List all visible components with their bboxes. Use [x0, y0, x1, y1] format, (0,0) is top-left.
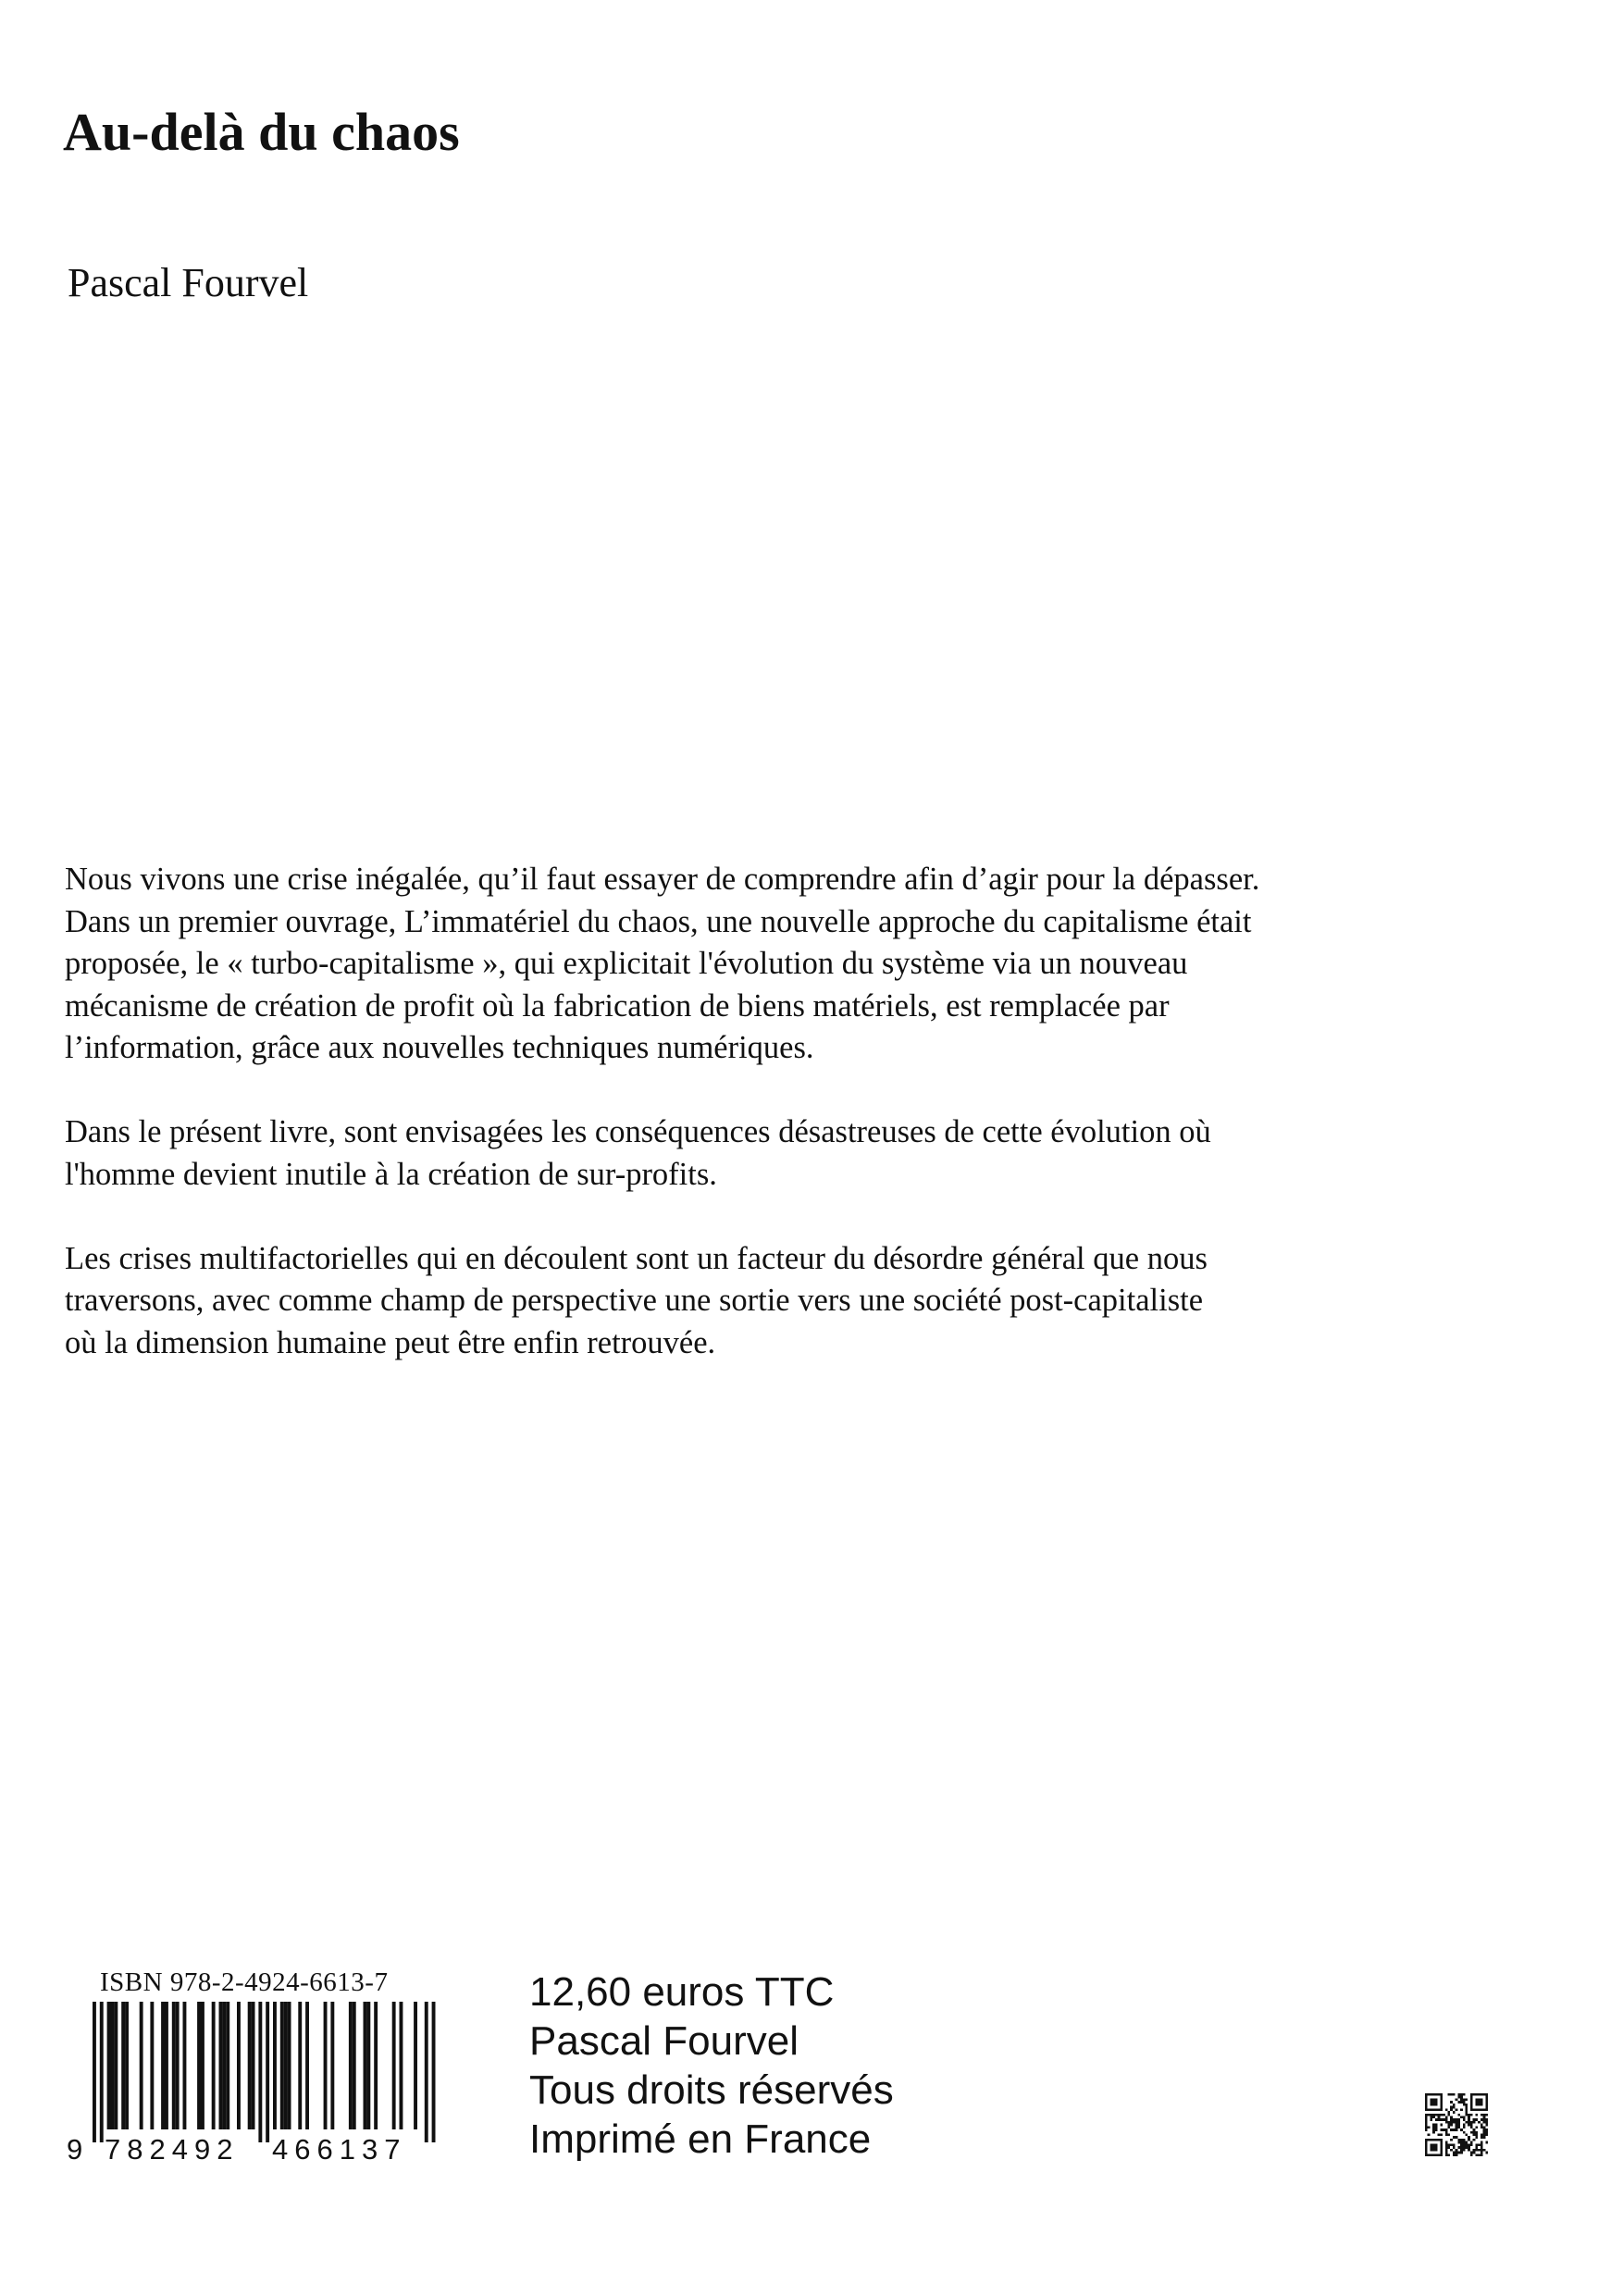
barcode-bar	[197, 2002, 201, 2129]
barcode-bar	[114, 2002, 118, 2129]
barcode-bar	[150, 2002, 154, 2129]
barcode-bar	[165, 2002, 168, 2129]
barcode-bar	[349, 2002, 353, 2129]
publisher-author: Pascal Fourvel	[529, 2018, 799, 2064]
barcode-bar	[237, 2002, 241, 2129]
barcode-bar	[400, 2002, 403, 2129]
blurb-line: traversons, avec comme champ de perspective une sortie vers une société post-capitaliste	[65, 1283, 1204, 1318]
barcode-bar	[212, 2002, 216, 2129]
barcode-bar	[280, 2002, 284, 2129]
barcode-bar	[305, 2002, 309, 2129]
book-title: Au-delà du chaos	[63, 102, 460, 162]
blurb-line: l'homme devient inutile à la création de sur-profits.	[65, 1156, 717, 1192]
barcode-bar	[298, 2002, 302, 2129]
barcode-bar	[366, 2002, 370, 2129]
barcode-bar	[248, 2002, 252, 2129]
printed-in-notice: Imprimé en France	[529, 2116, 872, 2162]
book-author: Pascal Fourvel	[68, 260, 309, 305]
barcode-icon	[65, 2002, 440, 2166]
barcode-bar	[93, 2002, 96, 2142]
blurb-line: Les crises multifactorielles qui en découlent sont un facteur du désordre général que nous	[65, 1240, 1208, 1276]
blurb-line: l’information, grâce aux nouvelles techniques numériques.	[65, 1030, 814, 1065]
barcode-bar	[425, 2002, 428, 2142]
qr-code-icon	[1425, 2093, 1488, 2156]
barcode-bar	[432, 2002, 436, 2142]
barcode-bar	[330, 2002, 334, 2129]
isbn-barcode	[65, 1967, 440, 2166]
barcode-bar	[273, 2002, 277, 2129]
back-cover-blurb	[65, 859, 1564, 1407]
price-label: 12,60 euros TTC	[529, 1969, 835, 2015]
blurb-line: Dans un premier ouvrage, L’immatériel du chaos, une nouvelle approche du capitalisme était	[65, 903, 1252, 939]
barcode-bar	[161, 2002, 165, 2129]
barcode-bar	[125, 2002, 129, 2129]
barcode-bar	[284, 2002, 288, 2129]
barcode-bar	[258, 2002, 262, 2142]
isbn-label: ISBN 978-2-4924-6613-7	[100, 1967, 389, 1997]
barcode-bar	[364, 2002, 367, 2129]
barcode-bar	[222, 2002, 226, 2129]
barcode-bar	[353, 2002, 356, 2129]
blurb-line: Nous vivons une crise inégalée, qu’il faut essayer de comprendre afin d’agir pour la dépasser.	[65, 862, 1260, 897]
barcode-bar	[140, 2002, 143, 2129]
barcode-digits-right: 466137	[272, 2133, 407, 2166]
barcode-bar	[121, 2002, 125, 2129]
barcode-bar	[414, 2002, 417, 2129]
barcode-bar	[111, 2002, 115, 2129]
barcode-bar	[252, 2002, 255, 2129]
barcode-digit-first: 9	[67, 2133, 83, 2166]
blurb-paragraph-2	[65, 1111, 1564, 1196]
barcode-digits-left: 782492	[105, 2133, 240, 2166]
barcode-bar	[176, 2002, 180, 2129]
barcode-bar	[226, 2002, 229, 2129]
barcode-bar	[172, 2002, 176, 2129]
barcode-bar	[392, 2002, 396, 2129]
publication-info	[529, 1967, 894, 2164]
blurb-line: Dans le présent livre, sont envisagées les conséquences désastreuses de cette évolution où	[65, 1114, 1211, 1149]
barcode-bar	[288, 2002, 291, 2129]
barcode-bar	[266, 2002, 269, 2142]
blurb-line: mécanisme de création de profit où la fabrication de biens matériels, est remplacée par	[65, 987, 1170, 1024]
blurb-paragraph-1	[65, 859, 1564, 1070]
blurb-line: où la dimension humaine peut être enfin retrouvée.	[65, 1324, 716, 1360]
barcode-bar	[324, 2002, 328, 2129]
barcode-bar	[374, 2002, 378, 2129]
barcode-bar	[183, 2002, 187, 2129]
barcode-bar	[219, 2002, 223, 2129]
barcode-bar	[100, 2002, 104, 2142]
barcode-bar	[107, 2002, 111, 2129]
rights-notice: Tous droits réservés	[529, 2067, 894, 2113]
blurb-paragraph-3	[65, 1238, 1564, 1365]
barcode-bar	[201, 2002, 204, 2129]
blurb-line: proposée, le « turbo-capitalisme », qui explicitait l'évolution du système via un nouveau	[65, 946, 1188, 981]
